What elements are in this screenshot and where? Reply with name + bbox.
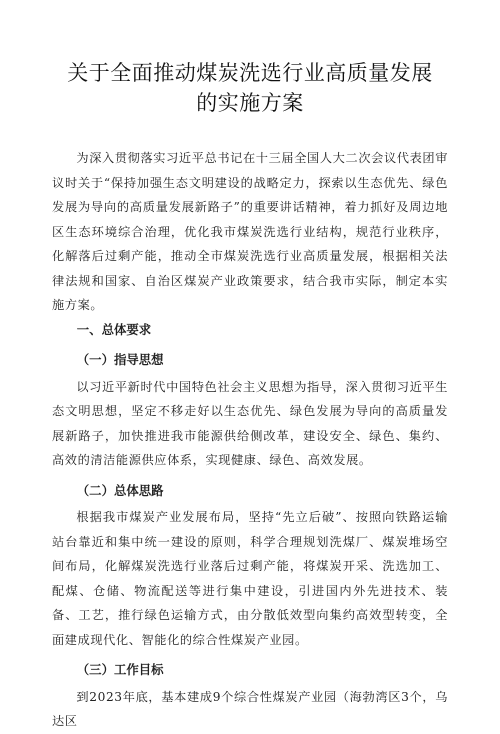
document-title: 关于全面推动煤炭洗选行业高质量发展的实施方案: [67, 61, 433, 115]
intro-paragraph: 为深入贯彻落实习近平总书记在十三届全国人大二次会议代表团审议时关于“保持加强生态文明建设的战略定力，探索以生态优先、绿色发展为导向的高质量发展新路子”的重要讲话精神，着力抓好及周边地区生态环境综合治理，优化我市煤炭洗选行业结构，规范行业秩序，化解落后过剩产能，推动全市煤炭洗选行业高质量发展，根据相关法律法规和国家、自治区煤炭产业政策要求，结合我市实际，制定本实施方案。: [52, 151, 448, 312]
guiding-ideology-paragraph: 以习近平新时代中国特色社会主义思想为指导，深入贯彻习近平生态文明思想，坚定不移走好以生态优先、绿色发展为导向的高质量发展新路子，加快推进我市能源供给侧改革，建设安全、绿色、集约、高效的清洁能源供应体系，实现健康、绿色、高效发展。: [52, 379, 448, 467]
section-heading-general-requirements: 一、总体要求: [76, 321, 152, 337]
subsection-heading-work-goals: （三）工作目标: [76, 662, 164, 677]
subsection-heading-guiding-ideology: （一）指导思想: [76, 352, 164, 367]
subsection-heading-overall-approach: （二）总体思路: [76, 482, 164, 498]
work-goals-paragraph: 到2023年底，基本建成9个综合性煤炭产业园（海勃湾区3个，乌达区: [52, 689, 448, 728]
overall-approach-paragraph: 根据我市煤炭产业发展布局，坚持“先立后破”、按照向铁路运输站台靠近和集中统一建设的原则，科学合理规划洗煤厂、煤炭堆场空间布局，化解煤炭洗选行业落后过剩产能，将煤炭开采、洗选加工、配煤、仓储、物流配送等进行集中建设，引进国内外先进技术、装备、工艺，推行绿色运输方式，由分散低效型向集约高效型转变，全面建成现代化、智能化的综合性煤炭产业园。: [52, 510, 448, 647]
